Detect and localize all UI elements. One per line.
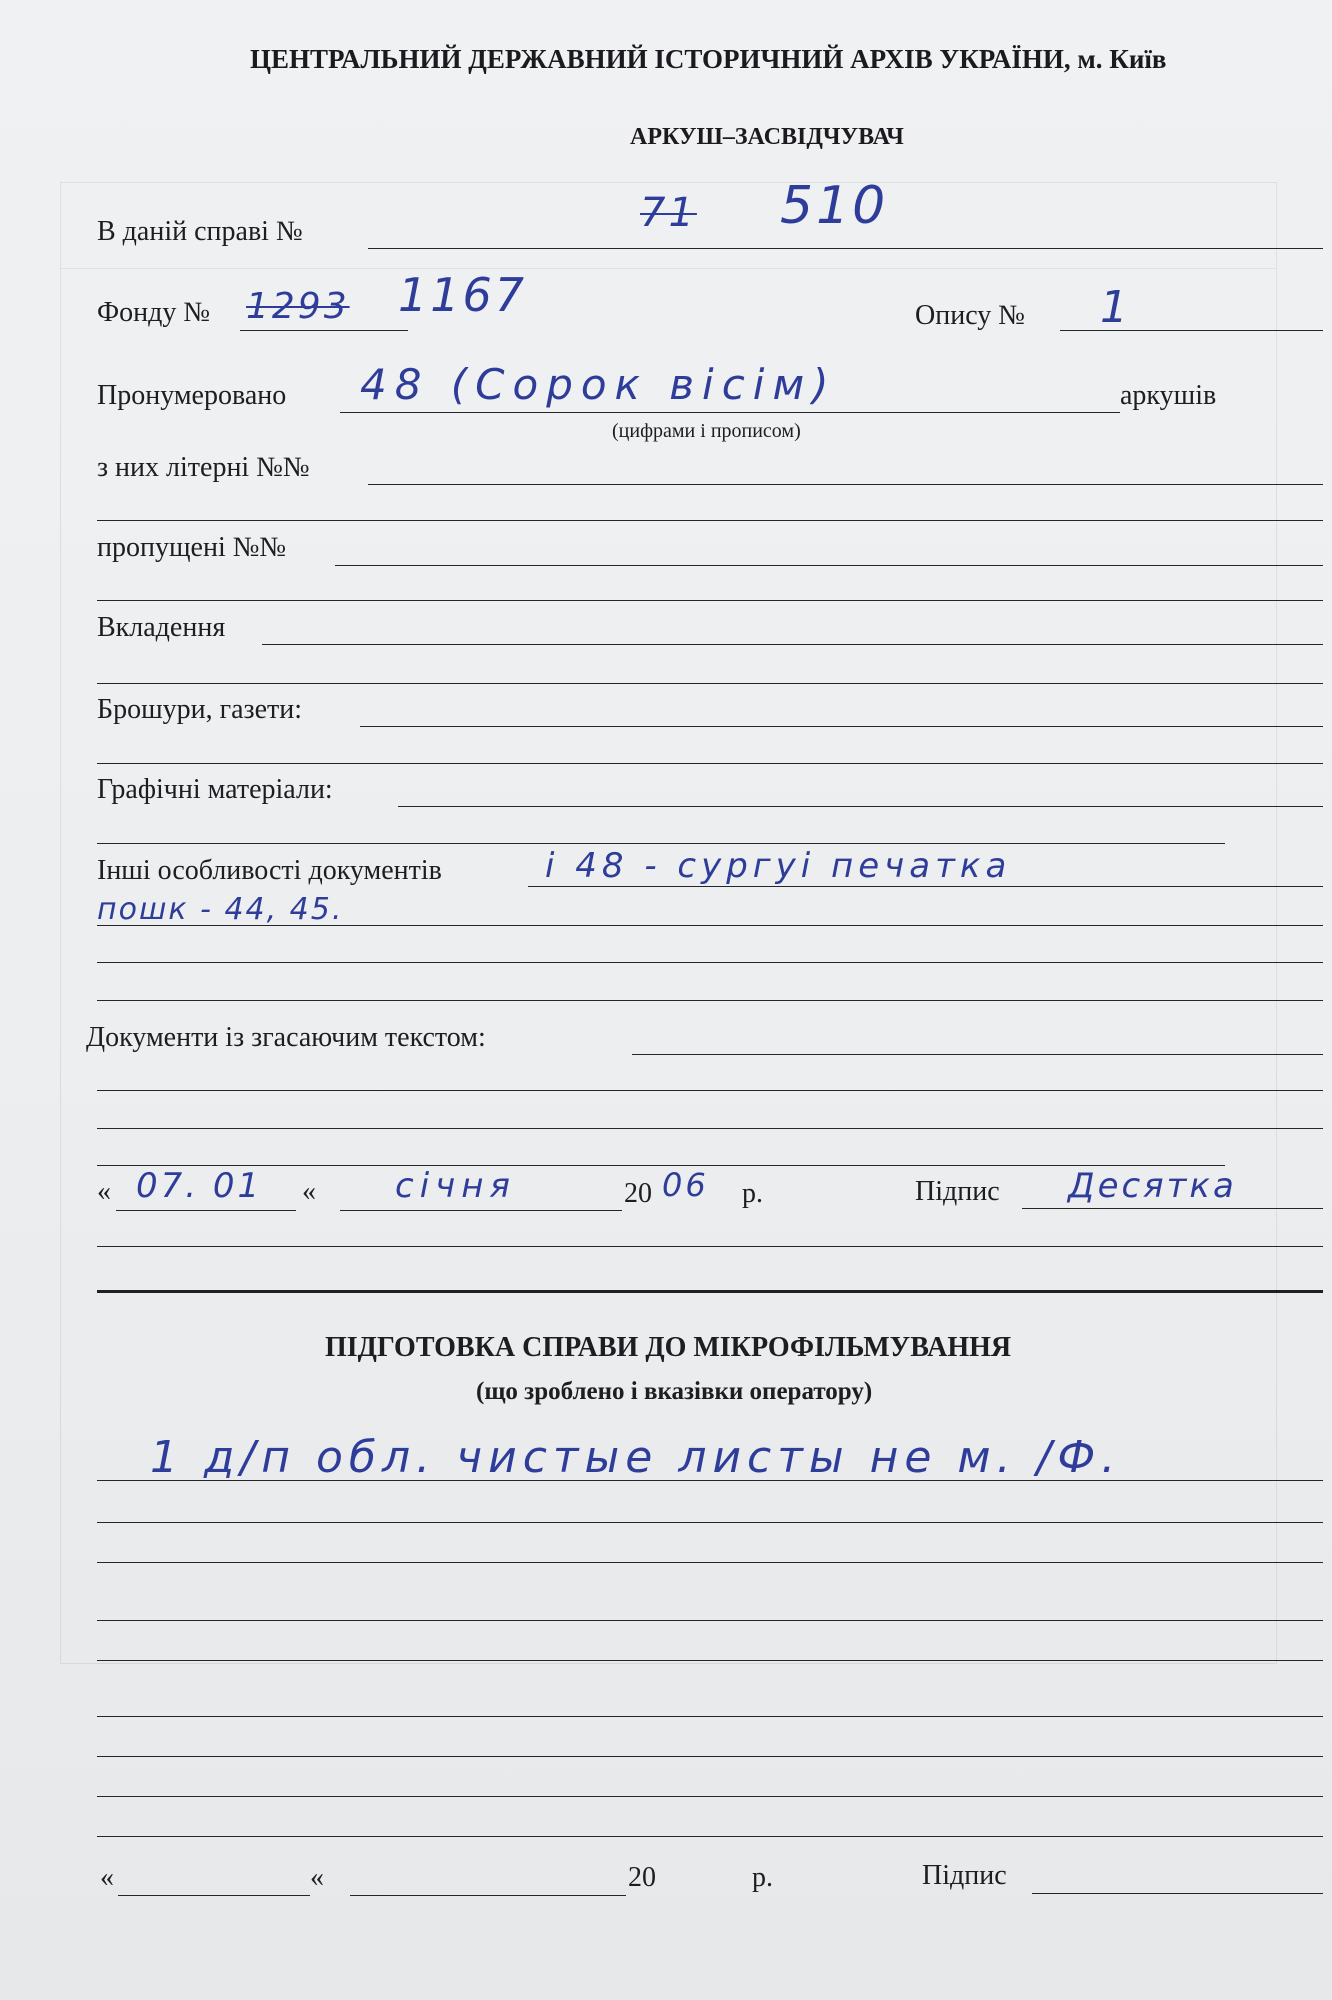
case-struck-value: 71	[640, 190, 697, 236]
archive-name-text: ЦЕНТРАЛЬНИЙ ДЕРЖАВНИЙ ІСТОРИЧНИЙ АРХІВ УКРАЇНИ, м. Київ	[250, 44, 1167, 74]
mf-date-month-line	[350, 1895, 626, 1896]
letter-line-2	[97, 520, 1323, 521]
mf-line-5	[97, 1660, 1323, 1661]
opys-value: 1	[1100, 282, 1131, 333]
case-line	[368, 248, 1323, 249]
enclosures-label: Вкладення	[97, 612, 226, 643]
mf-line-9	[97, 1836, 1323, 1837]
date-quote-close: «	[302, 1176, 316, 1207]
fading-line-3	[97, 1128, 1323, 1129]
mf-line-6	[97, 1716, 1323, 1717]
date-month: січня	[395, 1166, 516, 1206]
fond-value: 1167	[398, 268, 528, 322]
date-day: 07. 01	[136, 1166, 263, 1206]
mf-line-2	[97, 1522, 1323, 1523]
case-value: 510	[780, 176, 889, 236]
numbered-value: 48 (Сорок вісім)	[360, 360, 837, 409]
other-value-2: пошк - 44, 45.	[97, 892, 344, 927]
date-month-line	[340, 1210, 622, 1211]
microfilm-note: 1 д/п обл. чистые листы не м. /Ф.	[150, 1432, 1122, 1483]
skipped-line-2	[97, 600, 1323, 601]
other-value-1: і 48 - сургуі печатка	[545, 846, 1012, 886]
letter-line	[368, 484, 1323, 485]
skipped-line	[335, 565, 1323, 566]
sheet-title-text: АРКУШ–ЗАСВІДЧУВАЧ	[630, 124, 904, 150]
signature-value: Десятка	[1068, 1166, 1237, 1206]
mf-date-year-suffix: р.	[752, 1862, 773, 1893]
numbered-hint: (цифрами і прописом)	[612, 420, 801, 442]
letter-label: з них літерні №№	[97, 452, 310, 483]
date-quote-open: «	[97, 1176, 111, 1207]
numbered-suffix: аркушів	[1120, 380, 1217, 411]
brochures-label: Брошури, газети:	[97, 694, 303, 725]
fading-line-4	[97, 1165, 1225, 1166]
mf-date-quote-open: «	[100, 1862, 114, 1893]
fading-line-2	[97, 1090, 1323, 1091]
fading-line	[632, 1054, 1323, 1055]
mf-line-4	[97, 1620, 1323, 1621]
fond-label: Фонду №	[97, 297, 211, 328]
fading-label: Документи із згасаючим текстом:	[86, 1022, 486, 1053]
mf-date-year-prefix: 20	[628, 1862, 656, 1893]
mf-date-quote-close: «	[310, 1862, 324, 1893]
enclosures-line-2	[97, 683, 1323, 684]
mf-date-day-line	[118, 1895, 310, 1896]
fond-line	[240, 330, 408, 331]
brochures-line-2	[97, 763, 1323, 764]
graphics-line-2	[97, 843, 1225, 844]
signature-label: Підпис	[915, 1176, 1000, 1207]
signature-line	[1022, 1208, 1323, 1209]
date-day-line	[116, 1210, 296, 1211]
mf-line-7	[97, 1756, 1323, 1757]
mf-line-1	[97, 1480, 1323, 1481]
mf-signature-label: Підпис	[922, 1860, 1007, 1891]
case-label: В даній справі №	[97, 216, 303, 247]
other-line	[528, 886, 1323, 887]
graphics-label: Графічні матеріали:	[97, 774, 333, 805]
numbered-line	[340, 412, 1120, 413]
fond-struck-value: 1293	[246, 286, 350, 327]
opys-label: Опису №	[915, 300, 1025, 331]
brochures-line	[360, 726, 1323, 727]
other-line-4	[97, 1000, 1323, 1001]
graphics-line	[398, 806, 1323, 807]
section-divider	[97, 1290, 1323, 1293]
date-year-prefix: 20	[624, 1178, 652, 1209]
mf-line-8	[97, 1796, 1323, 1797]
date-year-suffix: р.	[742, 1178, 763, 1209]
other-line-3	[97, 962, 1323, 963]
skipped-label: пропущені №№	[97, 532, 287, 563]
mf-signature-line	[1032, 1893, 1323, 1894]
date-year: 06	[662, 1166, 709, 1204]
other-label: Інші особливості документів	[97, 855, 442, 886]
date-line-2	[97, 1246, 1323, 1247]
microfilm-subtitle-text: (що зроблено і вказівки оператору)	[476, 1378, 873, 1405]
mf-line-3	[97, 1562, 1323, 1563]
microfilm-title-text: ПІДГОТОВКА СПРАВИ ДО МІКРОФІЛЬМУВАННЯ	[325, 1332, 1012, 1363]
numbered-label: Пронумеровано	[97, 380, 287, 411]
enclosures-line	[262, 644, 1323, 645]
